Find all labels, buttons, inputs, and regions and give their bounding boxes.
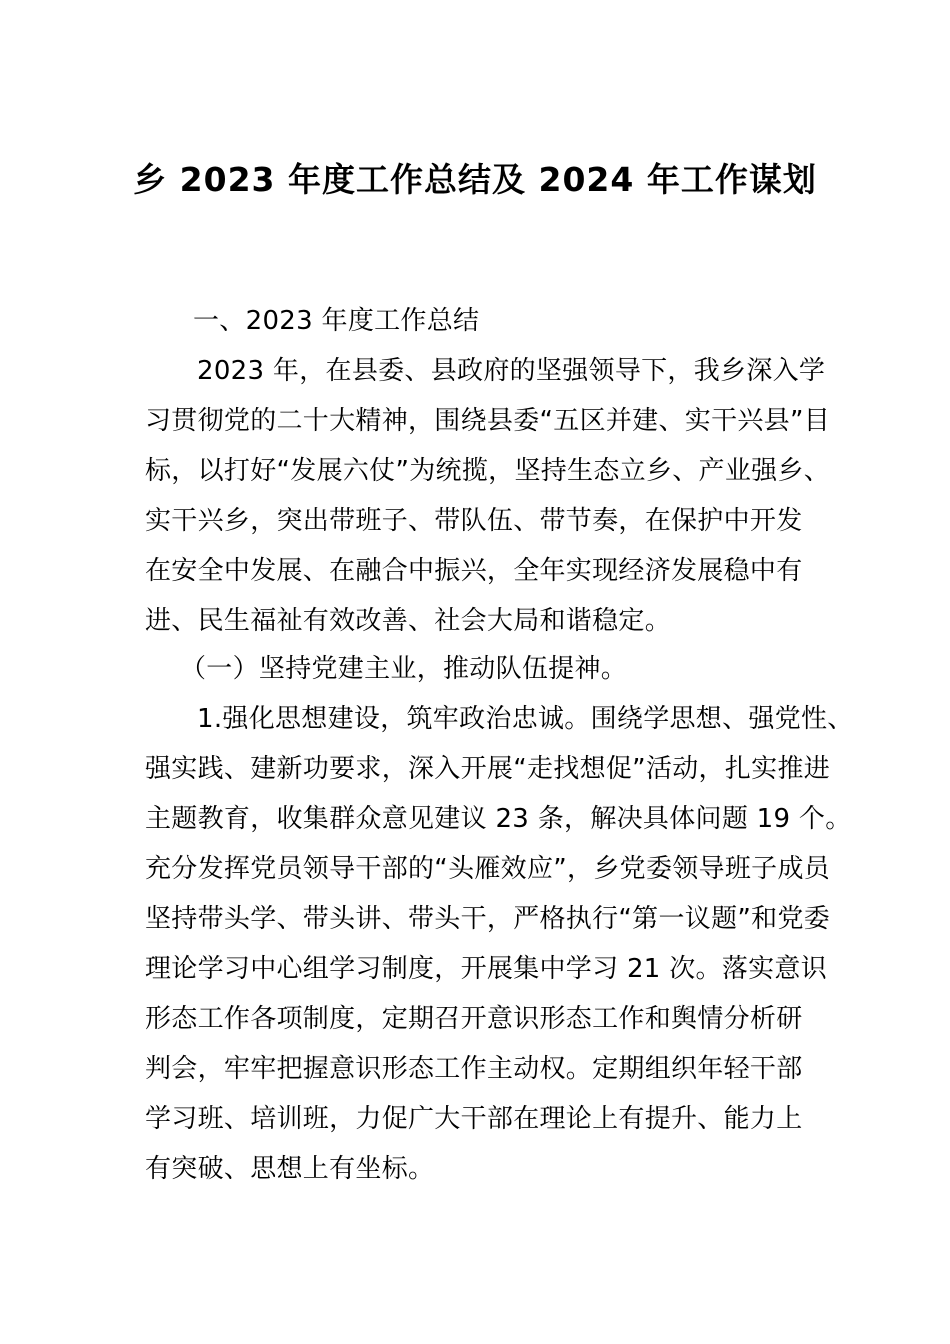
paragraph-line: 充分发挥党员领导干部的“头雁效应”，乡党委领导班子成员 [145, 854, 831, 884]
paragraph-line: 有突破、思想上有坐标。 [145, 1154, 435, 1184]
paragraph-line: 习贯彻党的二十大精神，围绕县委“五区并建、实干兴县”目 [145, 406, 831, 436]
intro-paragraph [145, 346, 831, 646]
paragraph-line: 强实践、建新功要求，深入开展“走找想促”活动，扎实推进 [145, 754, 831, 784]
paragraph-line: 2023 年，在县委、县政府的坚强领导下，我乡深入学 [197, 356, 826, 386]
paragraph-line: 在安全中发展、在融合中振兴，全年实现经济发展稳中有 [145, 556, 803, 586]
paragraph-line: 理论学习中心组学习制度，开展集中学习 21 次。落实意识 [145, 954, 828, 984]
paragraph-line: 学习班、培训班，力促广大干部在理论上有提升、能力上 [145, 1104, 803, 1134]
item-paragraph [145, 694, 854, 1194]
subsection-heading: （一）坚持党建主业，推动队伍提神。 [180, 654, 628, 684]
paragraph-line: 1.强化思想建设，筑牢政治忠诚。围绕学思想、强党性、 [197, 704, 854, 734]
paragraph-line: 进、民生福祉有效改善、社会大局和谐稳定。 [145, 606, 672, 636]
paragraph-line: 坚持带头学、带头讲、带头干，严格执行“第一议题”和党委 [145, 904, 831, 934]
paragraph-line: 标，以打好“发展六仗”为统揽，坚持生态立乡、产业强乡、 [145, 456, 831, 486]
paragraph-line: 判会，牢牢把握意识形态工作主动权。定期组织年轻干部 [145, 1054, 803, 1084]
document-title: 乡 2023 年度工作总结及 2024 年工作谋划 [133, 160, 817, 199]
section-heading: 一、2023 年度工作总结 [193, 306, 480, 336]
paragraph-line: 形态工作各项制度，定期召开意识形态工作和舆情分析研 [145, 1004, 803, 1034]
paragraph-line: 实干兴乡，突出带班子、带队伍、带节奏，在保护中开发 [145, 506, 803, 536]
paragraph-line: 主题教育，收集群众意见建议 23 条，解决具体问题 19 个。 [145, 804, 852, 834]
